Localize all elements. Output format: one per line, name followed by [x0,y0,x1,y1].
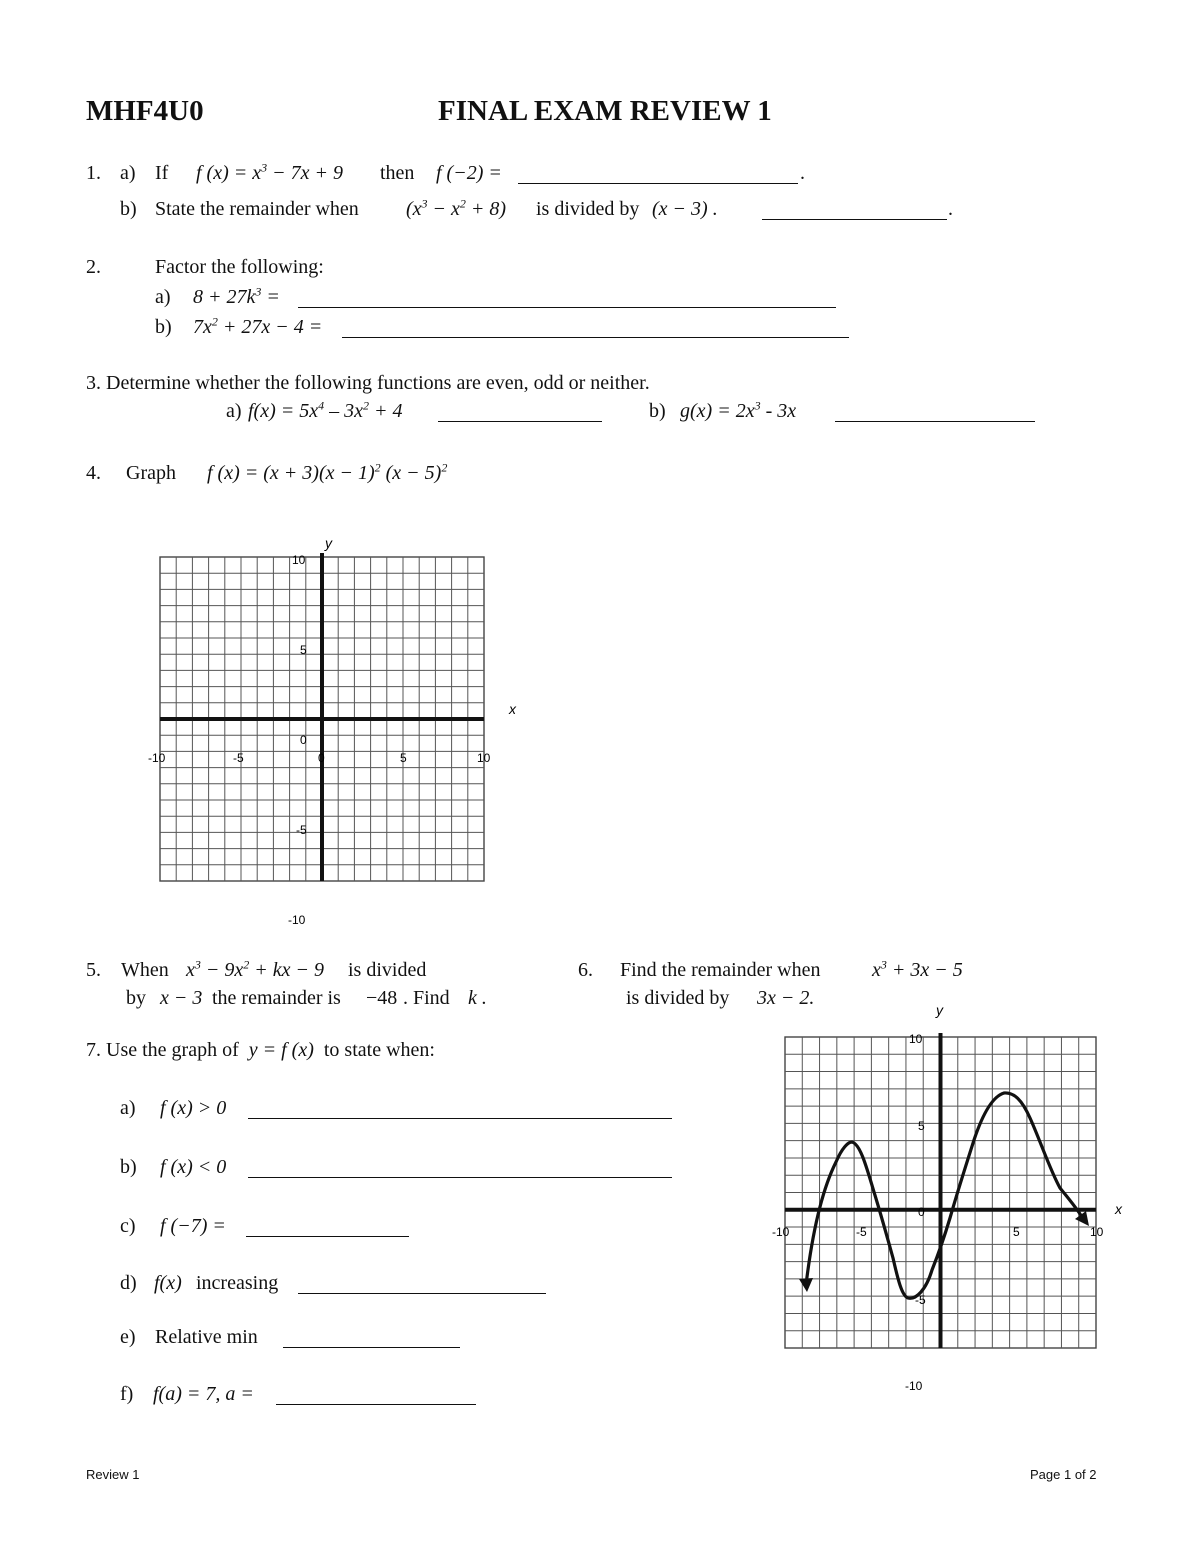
page-title: FINAL EXAM REVIEW 1 [438,95,772,127]
q6-number: 6. [578,959,593,981]
q4-function: f $(x) = (x + 3)(x - 1)^2$ $(x - 5)^2$ [207,460,448,484]
q7f-answer-blank[interactable] [276,1386,476,1405]
y-tick-10: 10 [909,1032,923,1046]
q2a-expression: $8 + 27k^3$ = [193,284,280,308]
x-tick-neg10: -10 [148,751,166,765]
q7a-expression: f (x) > 0 [160,1097,227,1119]
x-axis-label: x [509,701,516,717]
q1a-eval: f (−2) = [436,162,502,184]
q4-label: Graph [126,462,176,484]
q7c-label: c) [120,1215,136,1237]
q7b-label: b) [120,1156,137,1178]
x-tick-0: 0 [318,751,325,765]
q7-prompt: 7. Use the graph of y = f (x) to state when: [86,1039,435,1061]
y-tick-neg10: -10 [905,1379,923,1393]
q1a-period: . [800,162,805,184]
q7a-answer-blank[interactable] [248,1100,672,1119]
q7d-answer-blank[interactable] [298,1275,546,1294]
q3b-expression: $g(x) = 2x^3 - 3x$ [680,398,797,422]
x-tick-neg10: -10 [772,1225,790,1239]
y-tick-5: 5 [918,1119,925,1133]
q1a-function: f $(x) = x^3 - 7x + 9$ [196,160,344,184]
y-tick-neg10: -10 [288,913,306,927]
q7e-answer-blank[interactable] [283,1329,460,1348]
q1b-divided-by: is divided by [536,198,640,220]
q1a-label: a) [120,162,136,184]
q2a-label: a) [155,286,171,308]
q3-prompt: 3. Determine whether the following functions are even, odd or neither. [86,372,650,394]
q7c-answer-blank[interactable] [246,1218,409,1237]
q6-divisor: 3x − 2. [757,987,815,1009]
q1b-period: . [948,198,953,220]
q2-prompt: Factor the following: [155,256,324,278]
q4-number: 4. [86,462,101,484]
q7e-label: e) [120,1326,136,1348]
q1b-text: State the remainder when [155,198,359,220]
footer-page-number: Page 1 of 2 [1030,1467,1097,1482]
x-tick-10: 10 [477,751,491,765]
q7d-label: d) [120,1272,137,1294]
q5-is-divided: is divided [348,959,427,981]
grid-lines [160,553,484,881]
q6-divided-by: is divided by [626,987,730,1009]
q3a-label: a) [226,400,242,422]
x-tick-neg5: -5 [233,751,244,765]
q5-remainder-text: the remainder is [212,987,341,1009]
x-tick-10: 10 [1090,1225,1104,1239]
q5-polynomial: $x^3 - 9x^2$ + kx − 9 [186,957,325,981]
q1a-then: then [380,162,415,184]
q7b-expression: f (x) < 0 [160,1156,227,1178]
q1b-divisor: (x − 3) . [652,198,718,220]
q5-number: 5. [86,959,101,981]
q5-when: When [121,959,169,981]
y-tick-5: 5 [300,643,307,657]
q6-prompt: Find the remainder when [620,959,821,981]
y-axis-label: y [936,1002,943,1018]
q2-number: 2. [86,256,101,278]
q7d-text: increasing [196,1272,279,1294]
y-tick-neg5: -5 [296,823,307,837]
course-code: MHF4U0 [86,95,204,127]
q5-remainder-value: −48 [366,987,398,1009]
q5-divisor: x − 3 [160,987,203,1009]
q1a-if: If [155,162,169,184]
q5-by: by [126,987,146,1009]
q1b-polynomial: $(x^3 - x^2 + 8)$ [406,196,507,220]
x-tick-5: 5 [400,751,407,765]
q7f-label: f) [120,1383,134,1405]
q2b-expression: $7x^2 + 27x - 4$ = [193,314,323,338]
q6-polynomial: $x^3 + 3x - 5$ [872,957,963,981]
x-tick-5: 5 [1013,1225,1020,1239]
y-tick-0: 0 [918,1205,925,1219]
y-axis-label: y [325,535,332,551]
x-axis-label: x [1115,1201,1122,1217]
q7b-answer-blank[interactable] [248,1159,672,1178]
y-tick-neg5: -5 [915,1293,926,1307]
q7a-label: a) [120,1097,136,1119]
y-tick-10: 10 [292,553,306,567]
footer-left: Review 1 [86,1467,140,1482]
q7c-expression: f (−7) = [160,1215,226,1237]
q7d-expression: f(x) [154,1272,182,1294]
q7f-expression: f(a) = 7, a = [153,1383,254,1405]
x-tick-neg5: -5 [856,1225,867,1239]
q5-find: . Find [403,987,450,1009]
q1b-label: b) [120,198,137,220]
q1-number: 1. [86,162,101,184]
q3b-label: b) [649,400,666,422]
q5-find-k: k . [468,987,487,1009]
q2b-label: b) [155,316,172,338]
q3a-expression: $f(x) = 5x^4 - 3x^2 + 4$ [248,398,403,422]
y-tick-0: 0 [300,733,307,747]
q7e-text: Relative min [155,1326,258,1348]
